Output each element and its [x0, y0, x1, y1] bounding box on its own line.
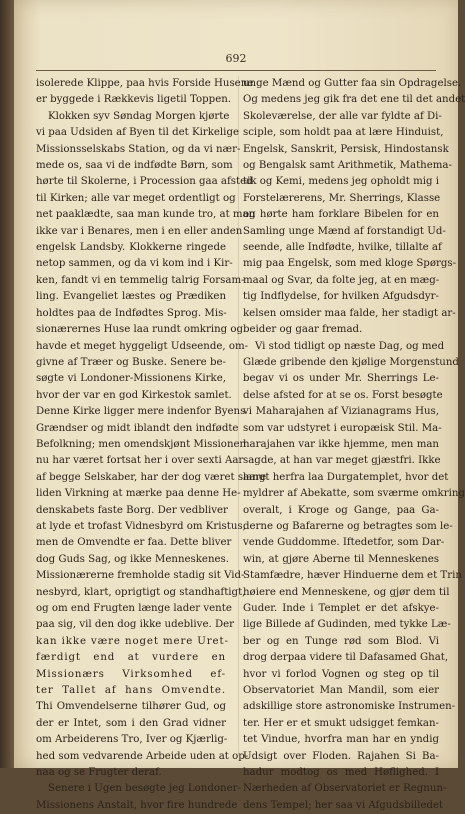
text-line: Vi stod tidligt op næste Dag, og med: [255, 340, 445, 352]
text-line: unge Mænd og Gutter faa sin Opdragelse.: [243, 78, 462, 89]
text-line: ber og en Tunge rød som Blod. Vi: [243, 635, 439, 647]
text-line: der er Intet, som i den Grad vidner: [36, 717, 226, 729]
left-column: [36, 76, 267, 814]
text-line: Guder. Inde i Templet er det afskye-: [243, 603, 439, 614]
text-line: ling. Evangeliet læstes og Prædiken: [36, 291, 226, 303]
text-line: maal og Svar, da folte jeg, at en mæg-: [243, 274, 440, 286]
text-line: ter. Her er et smukt udsigget femkan-: [243, 717, 439, 729]
page-number: 692: [225, 52, 247, 65]
text-line: hvor der var en god Kirkestok samlet.: [36, 389, 232, 401]
text-line: holdtes paa de Indfødtes Sprog. Mis-: [36, 307, 227, 319]
text-line: Missionærs Virksomhed ef-: [36, 668, 226, 680]
text-line: Thi Omvendelserne tilhører Gud, og: [36, 701, 226, 713]
text-line: denskabets faste Borg. Der vedbliver: [36, 504, 228, 516]
text-line: sciple, som holdt paa at lære Hinduist,: [243, 127, 444, 139]
text-line: om Arbeiderens Tro, Iver og Kjærlig-: [36, 734, 228, 746]
text-line: men de Omvendte er faa. Dette bliver: [36, 537, 232, 549]
text-line: overalt, i Kroge og Gange, paa Ga-: [243, 504, 439, 516]
text-line: Senere i Ugen besøgte jeg Londoner-: [48, 783, 241, 795]
text-line: drog derpaa videre til Dafasamed Ghat,: [243, 652, 449, 664]
text-line: Skoleværelse, der alle var fyldte af Di-: [243, 110, 442, 122]
book-page: [14, 0, 465, 811]
text-line: engelsk Landsby. Klokkerne ringede: [36, 242, 226, 254]
right-column: [243, 76, 465, 814]
text-line: isolerede Klippe, paa hvis Forside Husene: [36, 78, 254, 89]
text-line: liden Virkning at mærke paa denne He-: [36, 488, 241, 500]
text-line: kelsen omsider maa falde, her stadigt ar-: [243, 307, 456, 319]
text-line: dens Tempel; her saa vi Afgudsbilledet: [243, 799, 444, 811]
text-line: Og medens jeg gik fra det ene til det andet: [243, 94, 465, 106]
text-line: langt herfra laa Durgatemplet, hvor det: [243, 471, 449, 483]
text-line: ter Tallet af hans Omvendte.: [36, 685, 226, 697]
text-line: vi Maharajahen af Vizianagrams Hus,: [243, 406, 439, 418]
text-line: til Kirken; alle var meget ordentligt og: [36, 192, 236, 204]
text-line: givne af Træer og Buske. Senere be-: [36, 356, 226, 368]
text-line: sionærernes Huse laa rundt omkring og: [36, 324, 244, 336]
text-line: harajahen var ikke hjemme, men man: [243, 438, 439, 450]
text-line: som var udstyret i europæisk Stil. Ma-: [243, 422, 442, 434]
text-line: seende, alle Indfødte, hvilke, tillalte af: [243, 242, 442, 254]
text-line: Missionærerne fremholde stadig sit Vid-: [36, 570, 245, 582]
text-line: derne og Bafarerne og betragtes som le-: [243, 520, 453, 532]
text-line: delse afsted for at se os. Forst besøgte: [243, 389, 443, 401]
text-line: Udsigt over Floden. Rajahen Si Ba-: [243, 750, 439, 762]
text-line: hed som vedvarende Arbeide uden at op-: [36, 750, 249, 762]
text-line: vende Guddomme. Iftedetfor, som Dar-: [243, 537, 445, 549]
text-line: tet Vindue, hvorfra man har en yndig: [243, 734, 439, 746]
text-line: og Bengalsk samt Arithmetik, Mathema-: [243, 160, 452, 172]
text-line: begav vi os under Mr. Sherrings Le-: [243, 373, 439, 385]
text-line: Klokken syv Søndag Morgen kjørte: [48, 110, 230, 122]
text-line: søgte vi Londoner-Missionens Kirke,: [36, 373, 226, 385]
text-line: Glæde gribende den kjølige Morgenstund: [243, 356, 459, 368]
text-line: vi paa Udsiden af Byen til det Kirkelige: [36, 127, 239, 139]
text-line: dog Guds Sag, og ikke Menneskenes.: [36, 553, 230, 565]
text-line: nu har været fortsat her i over sexti Aar: [36, 455, 244, 467]
text-line: adskillige store astronomiske Instrumen-: [243, 701, 456, 713]
text-line: netop sammen, og da vi kom ind i Kir-: [36, 258, 233, 270]
text-line: kan ikke være noget mere Uret-: [36, 635, 229, 647]
text-line: win, at gjøre Aberne til Menneskenes: [243, 553, 439, 565]
text-line: Denne Kirke ligger mere indenfor Byens: [36, 406, 246, 418]
text-line: tig Indflydelse, for hvilken Afgudsdyr-: [243, 291, 439, 303]
text-line: myldrer af Abekatte, som sværme omkring: [243, 488, 465, 500]
text-line: er byggede i Rækkevis ligetil Toppen.: [36, 94, 232, 106]
text-line: paa sig, vil den dog ikke udeblive. Der: [36, 619, 235, 631]
text-line: Missionens Anstalt, hvor fire hundrede: [36, 799, 238, 811]
text-line: ikke var i Benares, men i en eller anden: [36, 225, 243, 237]
text-line: hørte til Skolerne, i Procession gaa afsted: [36, 176, 253, 188]
text-line: hadur modtog os med Høflighed. I: [243, 767, 439, 779]
text-line: naa og se Frugter deraf.: [36, 767, 162, 779]
text-line: Engelsk, Sanskrit, Persisk, Hindostansk: [243, 143, 449, 155]
text-line: Nærheden af Observatoriet er Regnun-: [243, 783, 447, 795]
text-line: hvor vi forlod Vognen og steg op til: [243, 668, 439, 680]
text-line: Grændser og midt iblandt den indfødte: [36, 422, 239, 434]
text-line: høiere end Menneskene, og gjør dem til: [243, 586, 450, 598]
text-line: mig paa Engelsk, som med kloge Spørgs-: [243, 258, 457, 270]
text-line: beider og gaar fremad.: [243, 324, 363, 336]
text-line: lige Billede af Gudinden, med tykke Læ-: [243, 619, 451, 631]
text-line: havde et meget hyggeligt Udseende, om-: [36, 340, 249, 352]
text-line: af begge Selskaber, har der dog været saare: [36, 471, 267, 483]
text-line: Observatoriet Man Mandil, som eier: [243, 685, 439, 697]
text-line: og hørte ham forklare Bibelen for en: [243, 209, 439, 221]
text-line: tik og Kemi, medens jeg opholdt mig i: [243, 176, 440, 188]
header-rule: [36, 70, 436, 71]
text-line: net paaklædte, saa man kunde tro, at man: [36, 209, 256, 221]
text-line: ken, fandt vi en temmelig talrig Forsam-: [36, 274, 245, 286]
text-line: Stamfædre, hæver Hinduerne dem et Trin: [243, 570, 462, 582]
text-line: færdigt end at vurdere en: [36, 652, 226, 664]
book-spine-shadow: [0, 0, 14, 768]
text-line: Befolkning; men omendskjønt Missionen: [36, 438, 247, 450]
text-line: nesbyrd, klart, oprigtigt og standhaftigt,: [36, 586, 246, 598]
text-line: Samling unge Mænd af forstandigt Ud-: [243, 225, 446, 237]
text-line: Forstelærerens, Mr. Sherrings, Klasse: [243, 192, 441, 204]
text-line: og om end Frugten længe lader vente: [36, 603, 232, 614]
text-line: Missionsselskabs Station, og da vi nær-: [36, 143, 241, 155]
text-line: mede os, saa vi de indfødte Børn, som: [36, 160, 233, 172]
text-line: sagde, at han var meget gjæstfri. Ikke: [243, 455, 441, 467]
text-line: at lyde et trofast Vidnesbyrd om Kristus,: [36, 520, 246, 532]
